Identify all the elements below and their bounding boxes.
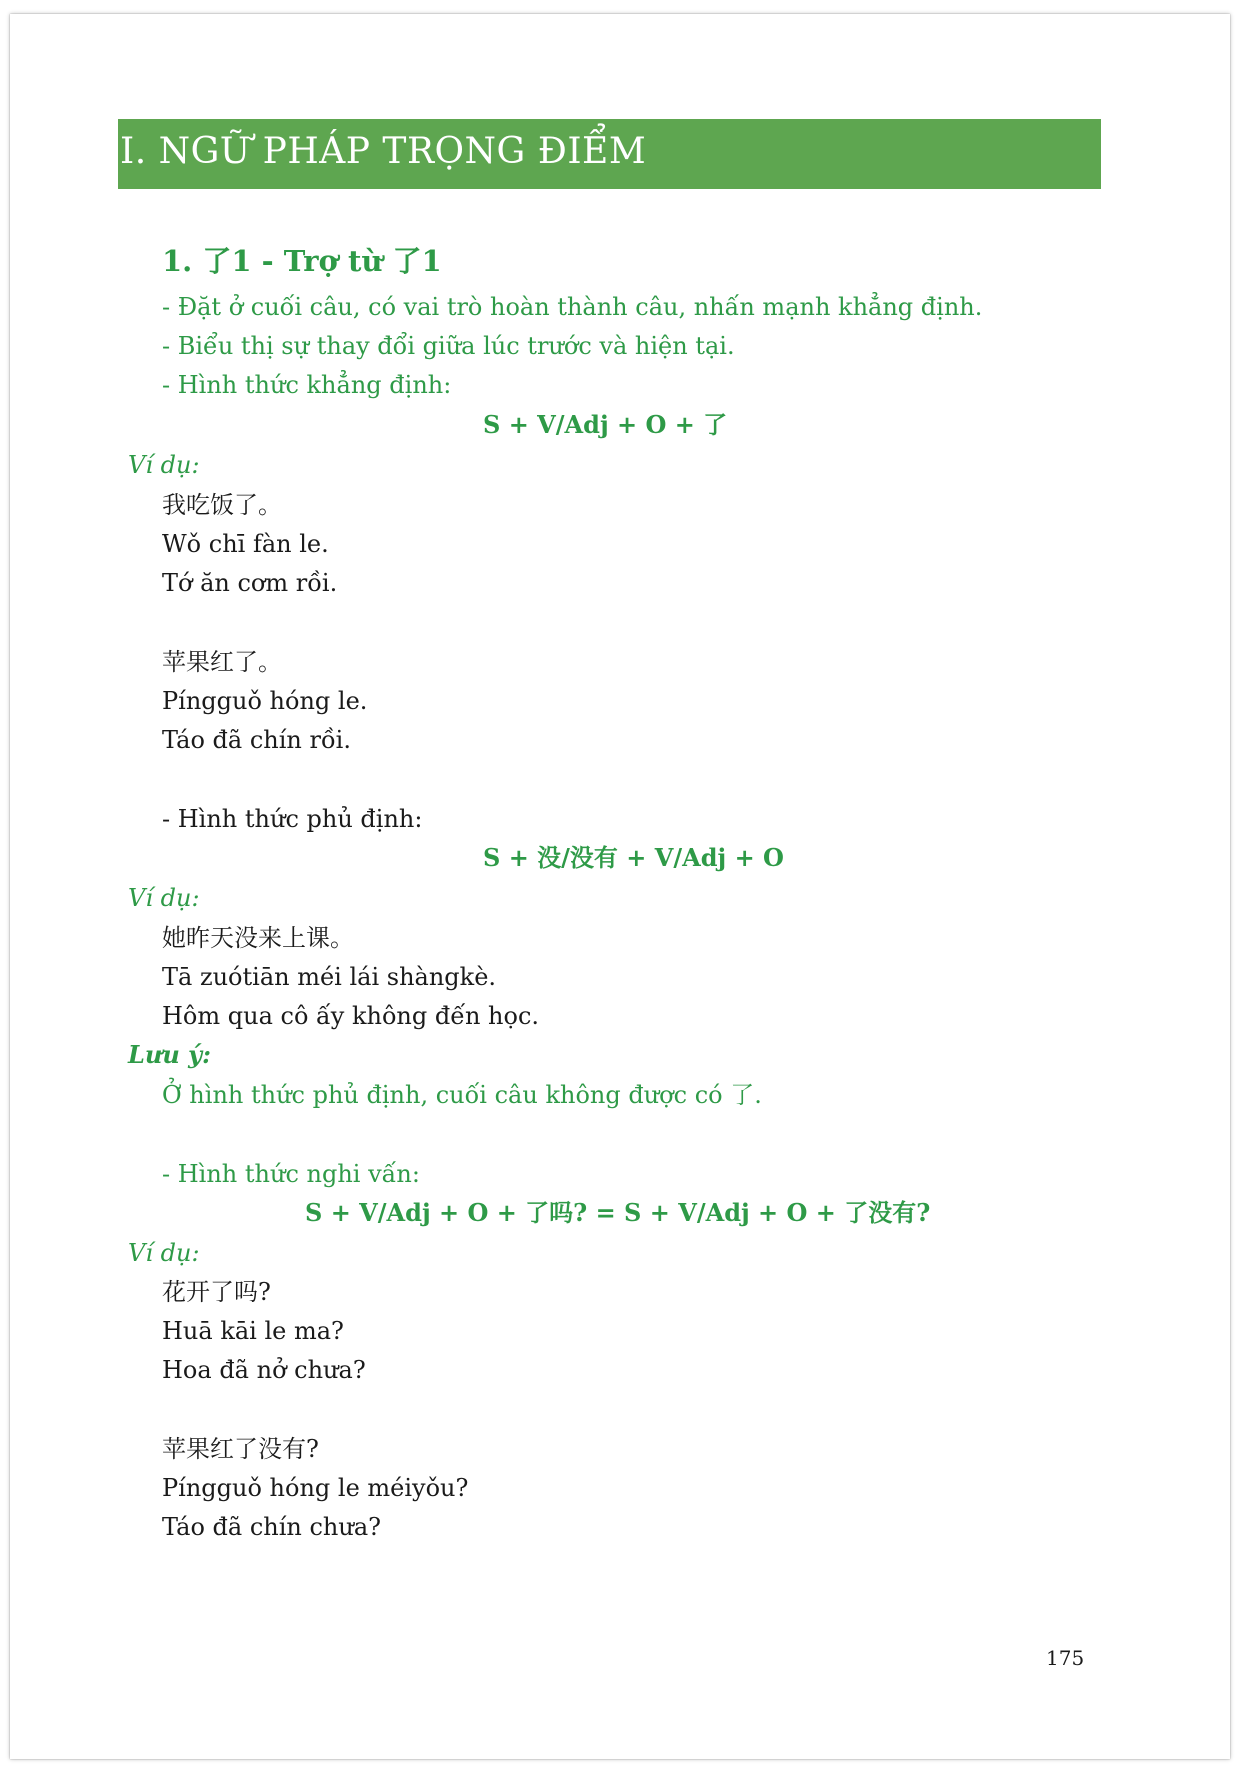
example-pinyin: Wǒ chī fàn le. [162, 530, 329, 558]
example-hanzi: 花开了吗? [162, 1278, 271, 1306]
question-label: - Hình thức nghi vấn: [162, 1160, 420, 1188]
example-hanzi: 我吃饭了。 [162, 491, 282, 519]
example-meaning: Tớ ăn cơm rồi. [162, 569, 338, 597]
section-title: I. NGỮ PHÁP TRỌNG ĐIỂM [120, 131, 647, 172]
usage-line-2: - Biểu thị sự thay đổi giữa lúc trước và hiện tại. [162, 332, 735, 360]
grammar-heading: 1. 了1 - Trợ từ 了1 [162, 244, 442, 278]
example-meaning: Táo đã chín chưa? [162, 1513, 382, 1541]
example-meaning: Hoa đã nở chưa? [162, 1356, 366, 1384]
example-hanzi: 苹果红了。 [162, 648, 282, 676]
example-hanzi: 苹果红了没有? [162, 1435, 319, 1463]
usage-line-1: - Đặt ở cuối câu, có vai trò hoàn thành câu, nhấn mạnh khẳng định. [162, 293, 983, 321]
example-meaning: Táo đã chín rồi. [162, 726, 351, 754]
example-label-negative: Ví dụ: [128, 884, 200, 912]
section-banner [118, 119, 1101, 189]
note-label: Lưu ý: [128, 1040, 211, 1069]
affirmative-label: - Hình thức khẳng định: [162, 371, 452, 399]
page-number: 175 [1046, 1646, 1085, 1670]
example-pinyin: Píngguǒ hóng le. [162, 687, 368, 715]
example-pinyin: Huā kāi le ma? [162, 1317, 344, 1345]
example-meaning: Hôm qua cô ấy không đến học. [162, 1002, 540, 1030]
question-formula: S + V/Adj + O + 了吗? = S + V/Adj + O + 了没有? [305, 1198, 931, 1227]
note-text: Ở hình thức phủ định, cuối câu không được có 了. [162, 1081, 762, 1109]
example-label-affirmative: Ví dụ: [128, 451, 200, 479]
example-label-question: Ví dụ: [128, 1239, 200, 1267]
example-hanzi: 她昨天没来上课。 [162, 924, 354, 952]
affirmative-formula: S + V/Adj + O + 了 [483, 410, 728, 439]
negative-label: - Hình thức phủ định: [162, 805, 423, 833]
example-pinyin: Píngguǒ hóng le méiyǒu? [162, 1474, 469, 1502]
negative-formula: S + 没/没有 + V/Adj + O [483, 843, 784, 872]
example-pinyin: Tā zuótiān méi lái shàngkè. [162, 963, 497, 991]
